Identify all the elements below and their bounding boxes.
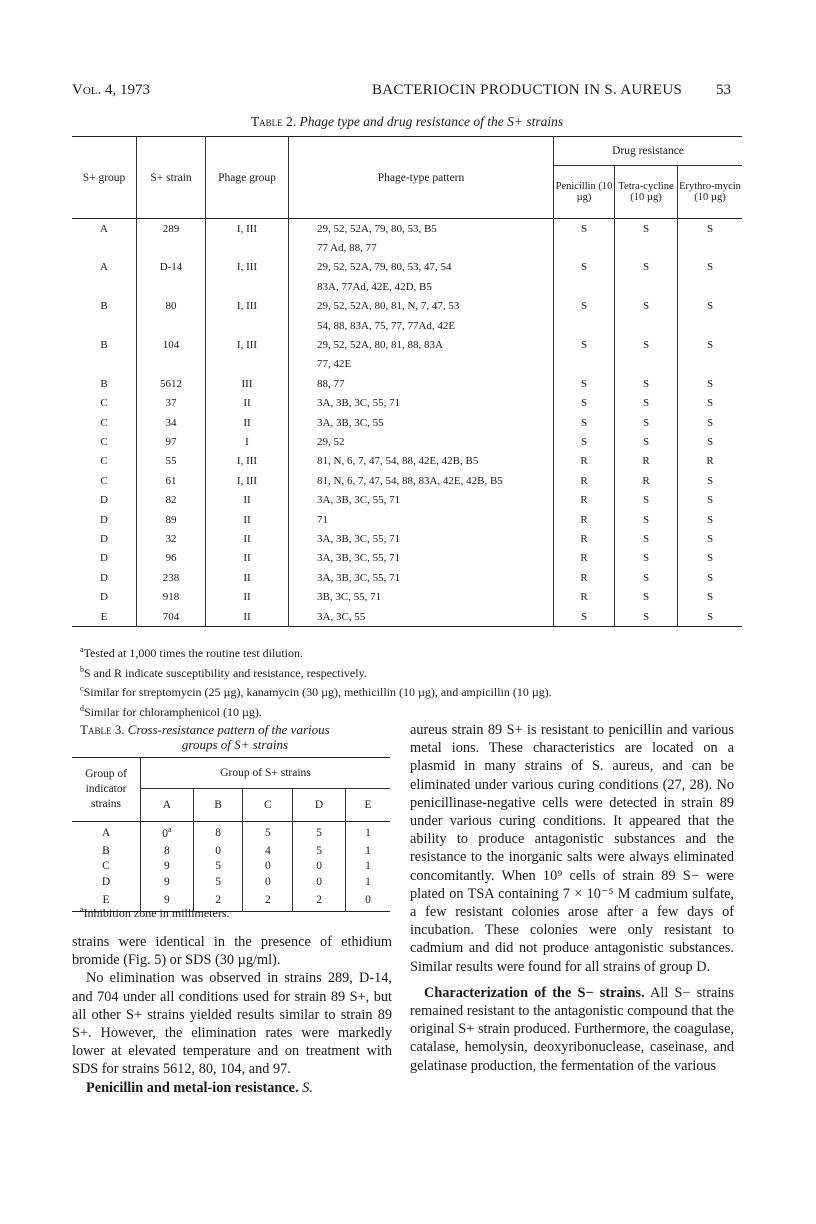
th-erythromycin: Erythro-mycin (10 µg) [678,166,743,219]
cell3-group: A [101,826,111,839]
right-p2-text: All S− strains remained resistant to the antagonistic compound that the original S+ strain produced. Furthermore, the coagulase, catalase, hemolysin, deoxyribonuclease, caseinase, and gelatinase production, the fermentation of the various [410,984,734,1074]
cell-group: A [100,261,108,274]
footnote-c: $^c$Similar for streptomycin (25 µg), kanamycin (30 µg), methicillin (10 µg), and ampicillin (10 µg). [80,684,552,699]
cell-strain: D-14 [137,258,206,277]
cell-group: B [100,377,108,390]
cell-empty [72,355,137,374]
cell3-value: 1 [345,844,390,859]
cell-erythromycin: S [678,529,743,548]
footnote-d-text: Similar for chloramphenicol (10 µg). [84,704,262,719]
th-penicillin: Penicillin (10 µg) [554,166,615,219]
cell-phage-group: II [206,394,289,413]
cell-pattern: 3A, 3B, 3C, 55, 71 [289,490,554,509]
cell-empty [554,238,615,257]
table2-row [72,471,742,490]
table2-row [72,452,742,471]
cell-empty [72,316,137,335]
cell-empty [615,316,678,335]
cell-tetracycline: R [615,471,678,490]
th3-corner-1: Group of [85,768,127,780]
cell-tetracycline: S [615,510,678,529]
table2-caption [72,114,742,130]
cell-tetracycline: S [615,529,678,548]
th-strain: S+ strain [137,137,206,219]
cell-erythromycin: S [678,549,743,568]
cell-pattern: 3A, 3B, 3C, 55 [289,413,554,432]
cell-strain: 82 [137,490,206,509]
cell3-value: 9 [141,874,194,889]
table2-row [72,238,742,257]
cell-tetracycline: S [615,219,678,239]
footnote-a-text: Tested at 1,000 times the routine test dilution. [83,646,304,660]
cell3-value: 2 [193,889,243,911]
table2-row [72,335,742,354]
cell-group: D [100,532,108,545]
left-p3 [72,1079,392,1097]
cell-erythromycin: S [678,297,743,316]
cell-erythromycin: S [678,374,743,393]
cell-pattern: 71 [289,510,554,529]
cell-penicillin: R [554,452,615,471]
cell3-group: D [101,875,111,888]
cell-empty [206,238,289,257]
cell3-value: 0 [243,859,293,874]
cell3-value: 4 [243,844,293,859]
cell-phage-group: II [206,568,289,587]
table2-row [72,568,742,587]
cell-strain: 104 [137,335,206,354]
cell-empty [554,355,615,374]
running-head-title: BACTERIOCIN PRODUCTION IN S. AUREUS [372,82,683,98]
cell-strain: 238 [137,568,206,587]
cell-tetracycline: S [615,432,678,451]
table2-row [72,490,742,509]
cell3-value: 2 [243,889,293,911]
cell3-value: 1 [345,822,390,844]
cell-tetracycline: S [615,297,678,316]
cell-phage-group: I, III [206,335,289,354]
page-number: 53 [716,82,731,98]
cell-erythromycin: S [678,258,743,277]
table2-row [72,587,742,606]
cell-penicillin: S [554,374,615,393]
th3-corner [72,758,141,822]
cell-pattern: 3A, 3B, 3C, 55, 71 [289,549,554,568]
cell-phage-group: II [206,413,289,432]
table3-row [72,822,390,844]
cell-erythromycin: S [678,219,743,239]
th3-col: A [141,789,194,822]
cell-penicillin: R [554,471,615,490]
cell-empty [678,238,743,257]
table2-row [72,413,742,432]
cell-tetracycline: S [615,374,678,393]
cell3-value: 2 [293,889,346,911]
cell-group: C [100,474,108,487]
cell-empty [554,277,615,296]
table2-row [72,529,742,548]
cell-group: C [100,397,108,410]
cell-group: D [100,591,108,604]
cell-strain: 89 [137,510,206,529]
cell3-value: 0 [345,889,390,911]
cell3-value: 9 [141,889,194,911]
cell-group: C [100,455,108,468]
right-column [410,721,734,1075]
cell-empty [615,355,678,374]
cell-phage-group: II [206,490,289,509]
cell-penicillin: S [554,413,615,432]
cell-empty [206,316,289,335]
cell3-value: 8 [141,844,194,859]
cell-tetracycline: S [615,413,678,432]
cell-penicillin: S [554,432,615,451]
cell-penicillin: R [554,587,615,606]
cell-empty [615,277,678,296]
cell-strain: 704 [137,607,206,627]
table3-footnote: $^a$Inhibition zone in millimeters. [80,905,230,920]
th-phage-group: Phage group [206,137,289,219]
footnote-b-text: S and R indicate susceptibility and resistance, respectively. [84,665,367,680]
left-column [72,933,392,1097]
cell-strain: 34 [137,413,206,432]
th3-corner-2: indicator [85,783,127,795]
cell-erythromycin: S [678,394,743,413]
cell-phage-group: I, III [206,219,289,239]
cell-group: E [100,610,108,623]
table2-row [72,549,742,568]
cell-strain: 55 [137,452,206,471]
table3-row [72,874,390,889]
th-drug-resistance: Drug resistance [554,137,743,166]
th3-col: D [293,789,346,822]
cell-empty [206,355,289,374]
cell-empty [678,355,743,374]
cell-phage-group: III [206,374,289,393]
cell-empty [137,316,206,335]
cell-pattern: 88, 77 [289,374,554,393]
table3-label: Table 3. [80,722,125,737]
table3-title-1: Cross-resistance pattern of the various [127,722,330,737]
cell-group: D [100,571,108,584]
cell-pattern: 3A, 3C, 55 [289,607,554,627]
th3-col: C [243,789,293,822]
table2-row [72,316,742,335]
cell-group: D [100,552,108,565]
cell-empty [554,316,615,335]
right-p2-heading: Characterization of the S− strains. [424,984,645,1001]
cell-group: B [100,300,108,313]
table2-row [72,297,742,316]
left-p1: strains were identical in the presence of ethidium bromide (Fig. 5) or SDS (30 µg/ml). [72,934,392,969]
cell-strain: 37 [137,394,206,413]
cell-phage-group: I [206,432,289,451]
cell-pattern: 3A, 3B, 3C, 55, 71 [289,394,554,413]
cell3-value: 1 [345,859,390,874]
cell-erythromycin: S [678,510,743,529]
cell-strain: 97 [137,432,206,451]
cell-pattern: 81, N, 6, 7, 47, 54, 88, 42E, 42B, B5 [289,452,554,471]
table2-row [72,277,742,296]
cell-empty [615,238,678,257]
cell-group: A [100,222,108,235]
cell-tetracycline: S [615,568,678,587]
table2-row [72,394,742,413]
cell-pattern: 81, N, 6, 7, 47, 54, 88, 83A, 42E, 42B, B5 [289,471,554,490]
th3-col: E [345,789,390,822]
th-group: S+ group [72,137,137,219]
cell3-group: C [102,860,110,873]
cell-group: D [100,513,108,526]
cell-strain: 61 [137,471,206,490]
table3-row [72,844,390,859]
cell3-value: 5 [193,874,243,889]
cell3-value: 0$^a$ [141,822,194,844]
cell-group: C [100,416,108,429]
cell-pattern-cont: 77, 42E [289,355,554,374]
cell3-value: 9 [141,859,194,874]
table2-title: Phage type and drug resistance of the S+ strains [299,114,564,129]
th3-corner-3: strains [90,798,122,810]
cell3-value: 5 [293,844,346,859]
cell3-value: 0 [243,874,293,889]
cell3-value: 5 [243,822,293,844]
cell-erythromycin: S [678,413,743,432]
cell-pattern-cont: 83A, 77Ad, 42E, 42D, B5 [289,277,554,296]
cell-penicillin: R [554,490,615,509]
cell-phage-group: I, III [206,452,289,471]
footnote-a: $^a$Tested at 1,000 times the routine test dilution. [80,645,304,660]
left-p3-text: S. [302,1079,313,1096]
cell-group: B [100,339,108,352]
cell-strain: 5612 [137,374,206,393]
cell3-value: 0 [293,874,346,889]
footnote-mark: a [167,825,172,835]
table3-row [72,859,390,874]
cell-group: C [100,435,108,448]
cell-phage-group: II [206,510,289,529]
cell-phage-group: II [206,587,289,606]
cell-empty [678,277,743,296]
cell-penicillin: S [554,297,615,316]
cell-tetracycline: S [615,258,678,277]
cell-empty [72,238,137,257]
cell-pattern: 29, 52, 52A, 80, 81, 88, 83A [289,335,554,354]
cell-penicillin: S [554,394,615,413]
cell-penicillin: S [554,219,615,239]
cell-erythromycin: S [678,471,743,490]
cell-penicillin: R [554,529,615,548]
table3-title-2: groups of S+ strains [181,737,289,752]
cell-pattern: 29, 52, 52A, 80, 81, N, 7, 47, 53 [289,297,554,316]
cell-empty [206,277,289,296]
cell-tetracycline: S [615,549,678,568]
right-p1: aureus strain 89 S+ is resistant to penicillin and various metal ions. These characteristics are located on a plasmid in many strains of S. aureus, and can be eliminated under various curing conditions (27, 28). No penicillinase-negative cells were detected in strain 89 under various curing conditions. It appeared that the ability to produce antagonistic substances and the resistance to the inorganic salts were always eliminated concomitantly. When 10⁹ cells of strain 89 S− were plated on TSA containing 7 × 10⁻⁵ M cadmium sulfate, a few resistant colonies arose after a few days of incubation. These colonies were only resistant to cadmium and did not produce antagonistic substances. Similar results were found for all strains of group D. [410,722,734,975]
footnote-d: $^d$Similar for chloramphenicol (10 µg). [80,703,262,719]
cell-tetracycline: R [615,452,678,471]
cell-phage-group: I, III [206,471,289,490]
cell-pattern: 29, 52 [289,432,554,451]
th-tetracycline: Tetra-cycline (10 µg) [615,166,678,219]
cell-pattern: 3A, 3B, 3C, 55, 71 [289,529,554,548]
cell-strain: 289 [137,219,206,239]
cell-penicillin: S [554,607,615,627]
cell-tetracycline: S [615,607,678,627]
cell3-value: 0 [193,844,243,859]
cell-erythromycin: S [678,568,743,587]
cell-tetracycline: S [615,335,678,354]
cell-penicillin: S [554,335,615,354]
cell-group: D [100,494,108,507]
cell-strain: 918 [137,587,206,606]
table3 [72,757,390,912]
table3-caption [80,722,390,752]
cell-penicillin: R [554,510,615,529]
cell-erythromycin: S [678,490,743,509]
cell-strain: 32 [137,529,206,548]
cell3-value: 1 [345,874,390,889]
cell-phage-group: II [206,529,289,548]
cell-tetracycline: S [615,490,678,509]
cell-pattern-cont: 77 Ad, 88, 77 [289,238,554,257]
cell-empty [137,355,206,374]
cell-pattern: 3A, 3B, 3C, 55, 71 [289,568,554,587]
cell-strain: 80 [137,297,206,316]
cell-pattern: 29, 52, 52A, 79, 80, 53, 47, 54 [289,258,554,277]
cell3-value: 5 [293,822,346,844]
table2-row [72,258,742,277]
table2 [72,136,742,627]
table2-row [72,219,742,239]
table2-row [72,432,742,451]
cell-phage-group: I, III [206,258,289,277]
cell-empty [137,238,206,257]
footnote-b: $^b$S and R indicate susceptibility and resistance, respectively. [80,664,367,680]
cell-empty [137,277,206,296]
cell3-value: 8 [193,822,243,844]
cell3-value: 5 [193,859,243,874]
cell-empty [678,316,743,335]
table2-label: Table 2. [250,114,297,129]
cell-erythromycin: S [678,432,743,451]
cell-strain: 96 [137,549,206,568]
right-p2 [410,984,734,1075]
cell-pattern-cont: 54, 88, 83A, 75, 77, 77Ad, 42E [289,316,554,335]
cell-erythromycin: S [678,587,743,606]
running-head-volume: Vol. 4, 1973 [72,82,150,98]
left-p2: No elimination was observed in strains 289, D-14, and 704 under all conditions used for strain 89 S+, but all other S+ strains yielded results similar to strain 89 S+. However, the elimination rates were markedly lower at elevated temperature and on treatment with SDS for strains 5612, 80, 104, and 97. [72,970,392,1078]
cell-erythromycin: S [678,335,743,354]
th3-span: Group of S+ strains [141,758,391,789]
cell-phage-group: II [206,549,289,568]
cell-penicillin: R [554,549,615,568]
cell-penicillin: R [554,568,615,587]
th3-col: B [193,789,243,822]
footnote-c-text: Similar for streptomycin (25 µg), kanamycin (30 µg), methicillin (10 µg), and ampicillin (10 µg). [83,685,552,699]
table2-row [72,374,742,393]
cell-empty [72,277,137,296]
table2-footnotes [80,642,740,720]
cell-pattern: 29, 52, 52A, 79, 80, 53, B5 [289,219,554,239]
cell3-group: E [102,894,110,907]
cell-tetracycline: S [615,394,678,413]
cell-phage-group: II [206,607,289,627]
cell-phage-group: I, III [206,297,289,316]
cell3-group: B [102,845,110,858]
th-phage-pattern: Phage-type pattern [289,137,554,219]
cell-erythromycin: R [678,452,743,471]
table2-row [72,510,742,529]
left-p3-heading: Penicillin and metal-ion resistance. [86,1079,299,1096]
cell-tetracycline: S [615,587,678,606]
cell-penicillin: S [554,258,615,277]
table3-footnote-text: Inhibition zone in millimeters. [83,906,230,920]
cell-erythromycin: S [678,607,743,627]
cell3-value: 0 [293,859,346,874]
table2-row [72,607,742,627]
cell-pattern: 3B, 3C, 55, 71 [289,587,554,606]
table2-row [72,355,742,374]
